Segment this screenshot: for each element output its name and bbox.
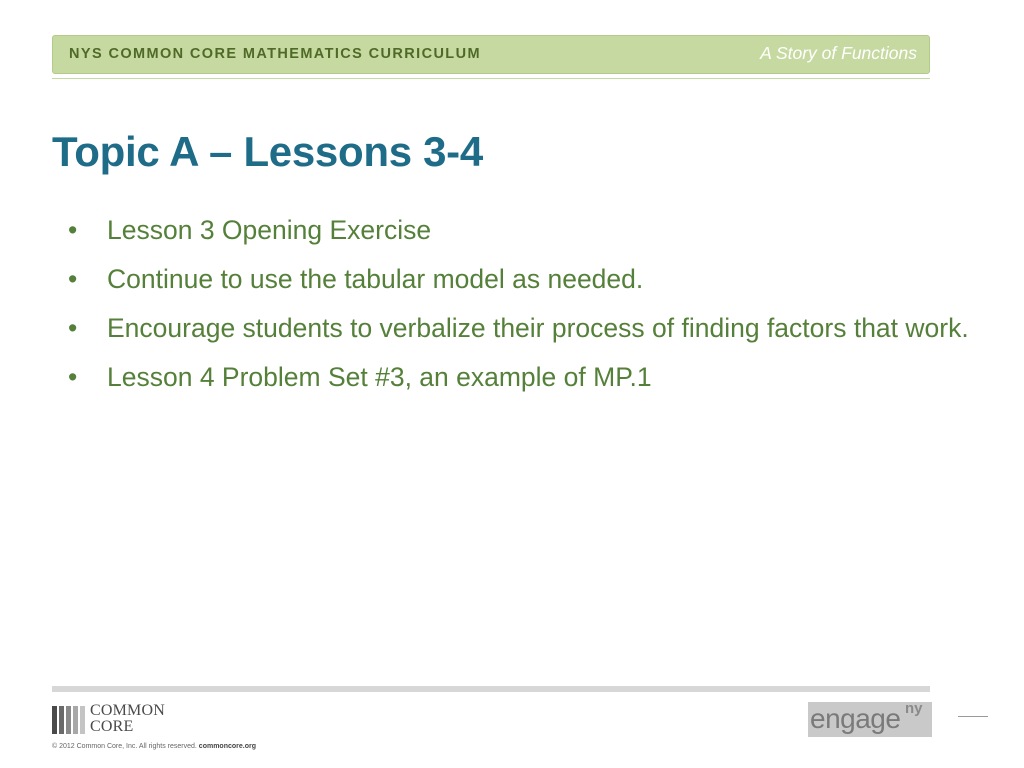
common-core-bars-icon [52,706,86,734]
copyright-notice [52,743,256,750]
copyright-link[interactable]: commoncore.org [198,743,256,750]
common-core-line2: CORE [90,718,134,735]
copyright-text: © 2012 Common Core, Inc. All rights reserved. [52,743,197,750]
bullet-item [64,308,994,348]
bullet-list [64,210,994,406]
bullet-dot-icon: • [68,264,78,294]
common-core-wordmark [90,703,165,735]
footer-divider [52,686,930,692]
common-core-logo [52,702,202,735]
bullet-dot-icon: • [68,313,78,343]
engage-wordmark: engage [810,703,901,734]
header-divider [52,78,930,79]
bullet-text: Encourage students to verbalize their process of finding factors that work. [107,313,969,343]
bullet-text: Continue to use the tabular model as needed. [107,264,644,294]
bullet-text: Lesson 4 Problem Set #3, an example of MP.1 [107,362,652,392]
story-label: A Story of Functions [760,43,917,63]
engage-ny-superscript: ny [905,700,923,717]
corner-line [958,716,988,717]
bullet-item [64,259,994,299]
curriculum-label: NYS COMMON CORE MATHEMATICS CURRICULUM [69,46,481,62]
header-bar [52,35,930,74]
bullet-item [64,210,994,250]
bullet-dot-icon: • [68,215,78,245]
bullet-dot-icon: • [68,362,78,392]
bullet-text: Lesson 3 Opening Exercise [107,215,432,245]
common-core-line1: COMMON [90,702,165,719]
slide-title: Topic A – Lessons 3-4 [52,128,483,175]
engage-ny-logo [808,702,932,737]
bullet-item [64,357,994,397]
